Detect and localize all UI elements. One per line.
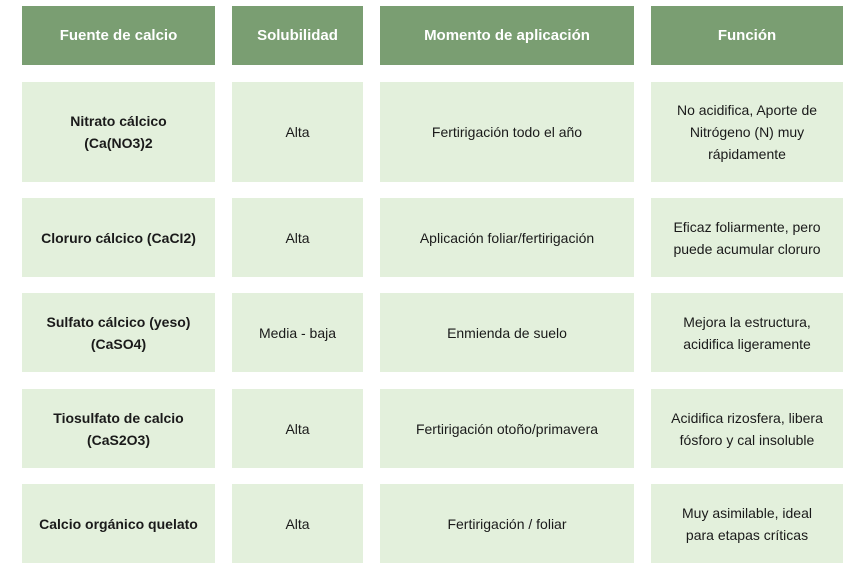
cell-solubility: Alta bbox=[232, 198, 363, 277]
cell-source: Cloruro cálcico (CaCI2) bbox=[22, 198, 215, 277]
cell-timing: Enmienda de suelo bbox=[380, 293, 634, 372]
cell-solubility: Media - baja bbox=[232, 293, 363, 372]
cell-timing: Fertirigación todo el año bbox=[380, 82, 634, 182]
cell-function: Eficaz foliarmente, pero puede acumular cloruro bbox=[651, 198, 843, 277]
cell-source: Nitrato cálcico (Ca(NO3)2 bbox=[22, 82, 215, 182]
cell-source: Calcio orgánico quelato bbox=[22, 484, 215, 563]
cell-solubility: Alta bbox=[232, 82, 363, 182]
cell-timing: Aplicación foliar/fertirigación bbox=[380, 198, 634, 277]
header-fuente: Fuente de calcio bbox=[22, 6, 215, 65]
cell-timing: Fertirigación / foliar bbox=[380, 484, 634, 563]
cell-function: Muy asimilable, ideal para etapas críticas bbox=[651, 484, 843, 563]
cell-function: Acidifica rizosfera, libera fósforo y cal insoluble bbox=[651, 389, 843, 468]
header-momento: Momento de aplicación bbox=[380, 6, 634, 65]
cell-solubility: Alta bbox=[232, 484, 363, 563]
cell-source: Sulfato cálcico (yeso) (CaSO4) bbox=[22, 293, 215, 372]
cell-source: Tiosulfato de calcio (CaS2O3) bbox=[22, 389, 215, 468]
cell-function: Mejora la estructura, acidifica ligeramente bbox=[651, 293, 843, 372]
header-solubilidad: Solubilidad bbox=[232, 6, 363, 65]
header-funcion: Función bbox=[651, 6, 843, 65]
cell-solubility: Alta bbox=[232, 389, 363, 468]
cell-function: No acidifica, Aporte de Nitrógeno (N) muy rápidamente bbox=[651, 82, 843, 182]
cell-timing: Fertirigación otoño/primavera bbox=[380, 389, 634, 468]
